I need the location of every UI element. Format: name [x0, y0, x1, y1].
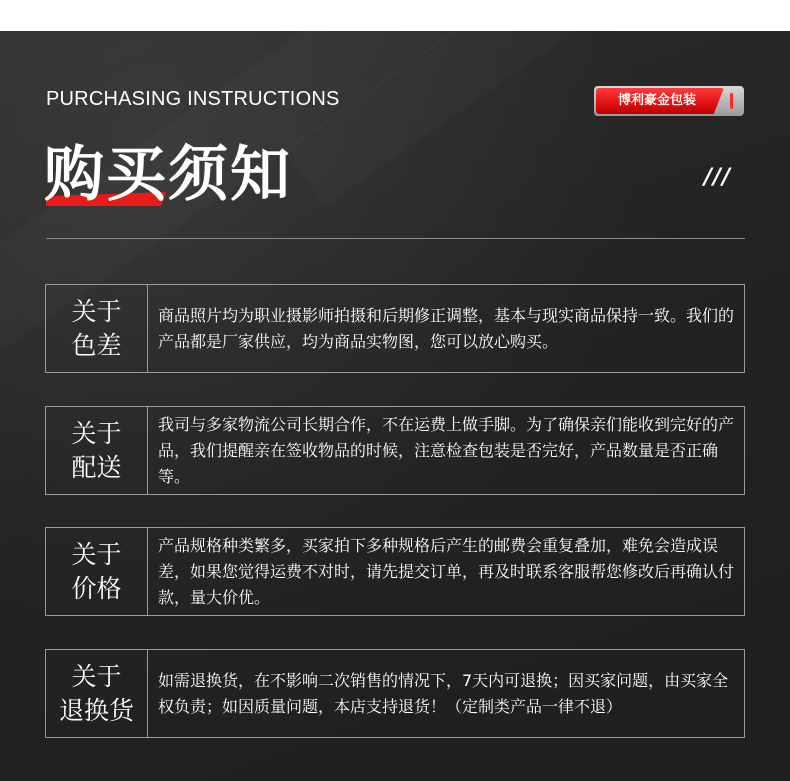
top-white-strip	[0, 0, 790, 31]
badge-mark	[730, 93, 733, 109]
slash-decoration: ///	[704, 165, 732, 190]
badge-label: 博利豪金包装	[617, 93, 696, 108]
section-price	[45, 527, 745, 616]
section-label	[46, 528, 148, 615]
section-label-line: 关于	[71, 296, 122, 326]
page-title: 购买须知	[44, 140, 292, 210]
section-text: 我司与多家物流公司长期合作，不在运费上做手脚。为了确保亲们能收到完好的产品，我们提醒亲在签收物品的时候，注意检查包装是否完好，产品数量是否正确等。	[158, 414, 735, 486]
section-label-line: 关于	[71, 418, 122, 448]
section-text: 产品规格种类繁多，买家拍下多种规格后产生的邮费会重复叠加，难免会造成误差，如果您觉得运费不对时，请先提交订单，再及时联系客服帮您修改后再确认付款，量大价优。	[158, 535, 735, 607]
section-body	[158, 285, 740, 372]
section-label-line: 关于	[71, 539, 122, 569]
section-label-line: 关于	[71, 661, 122, 691]
section-body	[158, 528, 740, 615]
section-body	[158, 407, 740, 494]
section-returns	[45, 649, 745, 738]
english-subtitle: PURCHASING INSTRUCTIONS	[46, 88, 340, 110]
section-label-line: 价格	[71, 573, 122, 603]
notice-panel	[0, 31, 790, 781]
section-label-line: 配送	[71, 452, 122, 482]
section-label-line: 色差	[71, 330, 122, 360]
section-text: 如需退换货，在不影响二次销售的情况下，7天内可退换；因买家问题，由买家全权负责；如因质量问题，本店支持退货！（定制类产品一律不退）	[158, 670, 729, 716]
section-body	[158, 650, 740, 737]
section-color-difference	[45, 284, 745, 373]
section-label	[46, 650, 148, 737]
section-label	[46, 285, 148, 372]
section-label	[46, 407, 148, 494]
brand-badge	[594, 86, 744, 116]
section-text: 商品照片均为职业摄影师拍摄和后期修正调整，基本与现实商品保持一致。我们的产品都是厂家供应，均为商品实物图，您可以放心购买。	[158, 305, 735, 351]
section-delivery	[45, 406, 745, 495]
title-divider	[46, 238, 745, 239]
section-label-line: 退换货	[58, 695, 134, 725]
